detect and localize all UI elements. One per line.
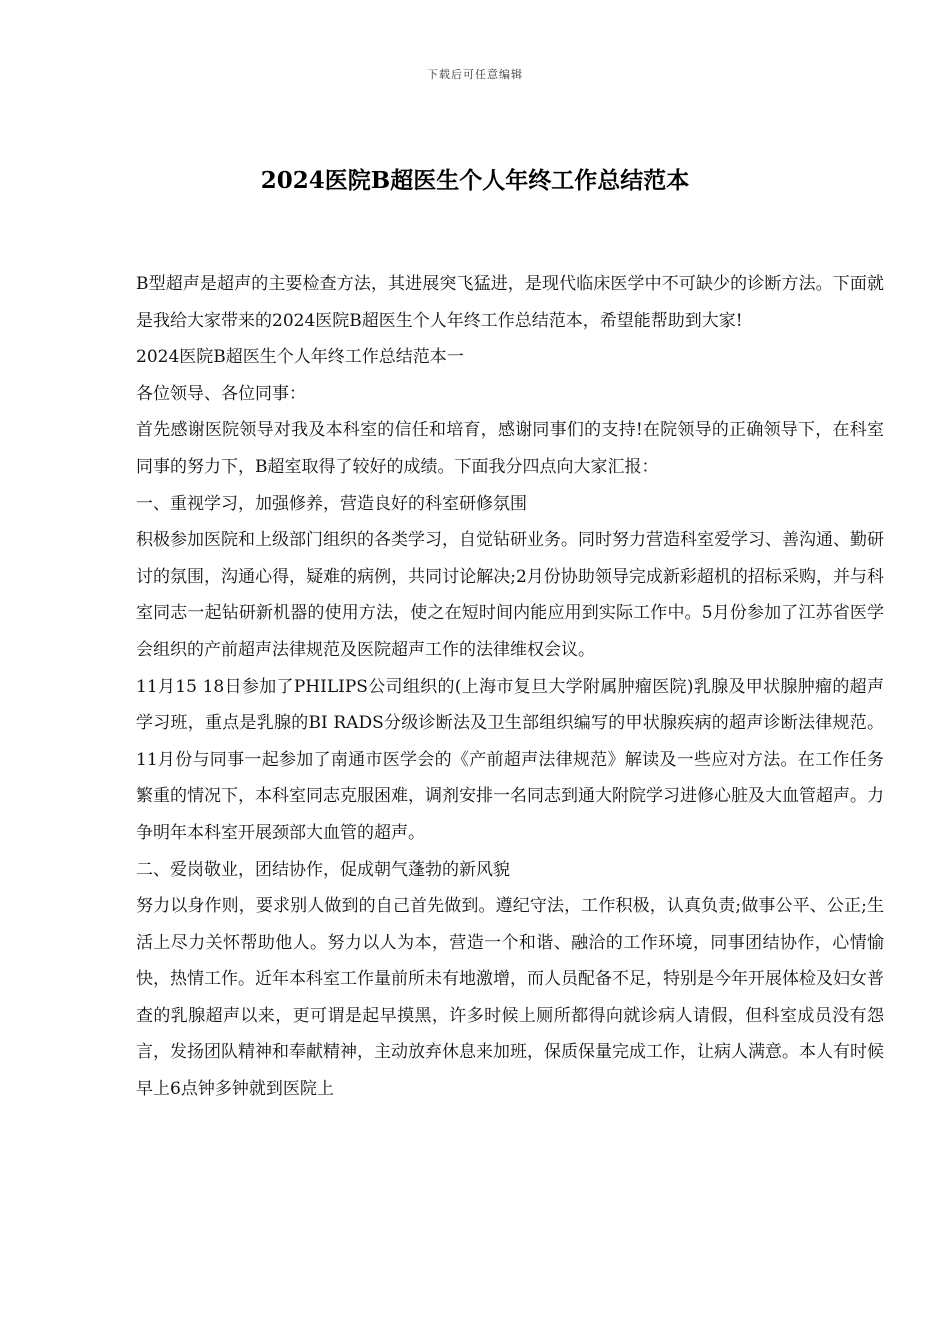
paragraph-november: 11月15 18日参加了PHILIPS公司组织的(上海市复旦大学附属肿瘤医院)乳腺及甲状腺肿瘤的超声学习班，重点是乳腺的BI RADS分级诊断法及卫生部组织编写的甲状腺疾病的超声诊断法律规范。11月份与同事一起参加了南通市医学会的《产前超声法律规范》解读及一些应对方法。在工作任务繁重的情况下，本科室同志克服困难，调剂安排一名同志到通大附院学习进修心脏及大血管超声。力争明年本科室开展颈部大血管的超声。 [136,676,884,843]
heading-one: 一、重视学习，加强修养，营造良好的科室研修氛围 [136,493,527,514]
paragraph-dedication: 努力以身作则，要求别人做到的自己首先做到。遵纪守法，工作积极，认真负责;做事公平、公正;生活上尽力关怀帮助他人。努力以人为本，营造一个和谐、融洽的工作环境，同事团结协作，心情愉快，热情工作。近年本科室工作量前所未有地激增，而人员配备不足，特别是今年开展体检及妇女普查的乳腺超声以来，更可谓是起早摸黑，许多时候上厕所都得向就诊病人请假，但科室成员没有怨言，发扬团队精神和奉献精神，主动放弃休息来加班，保质保量完成工作，让病人满意。本人有时候早上6点钟多钟就到医院上 [136,896,884,1100]
document-title: 2024医院B超医生个人年终工作总结范本 [260,167,690,194]
header-note: 下载后可任意编辑 [427,68,523,81]
section-title: 2024医院B超医生个人年终工作总结范本一 [136,347,464,368]
paragraph-thanks: 首先感谢医院领导对我及本科室的信任和培育，感谢同事们的支持!在院领导的正确领导下，在科室同事的努力下，B超室取得了较好的成绩。下面我分四点向大家汇报： [136,420,884,477]
paragraph-study: 积极参加医院和上级部门组织的各类学习，自觉钻研业务。同时努力营造科室爱学习、善沟通、勤研讨的氛围，沟通心得，疑难的病例，共同讨论解决;2月份协助领导完成新彩超机的招标采购，并与科室同志一起钻研新机器的使用方法，使之在短时间内能应用到实际工作中。5月份参加了江苏省医学会组织的产前超声法律规范及医院超声工作的法律维权会议。 [136,530,884,660]
intro-paragraph: B型超声是超声的主要检查方法，其进展突飞猛进，是现代临床医学中不可缺少的诊断方法。下面就是我给大家带来的2024医院B超医生个人年终工作总结范本，希望能帮助到大家! [136,274,884,331]
salutation: 各位领导、各位同事： [136,383,306,404]
heading-two: 二、爱岗敬业，团结协作，促成朝气蓬勃的新风貌 [136,859,510,880]
document-body [136,266,884,1108]
